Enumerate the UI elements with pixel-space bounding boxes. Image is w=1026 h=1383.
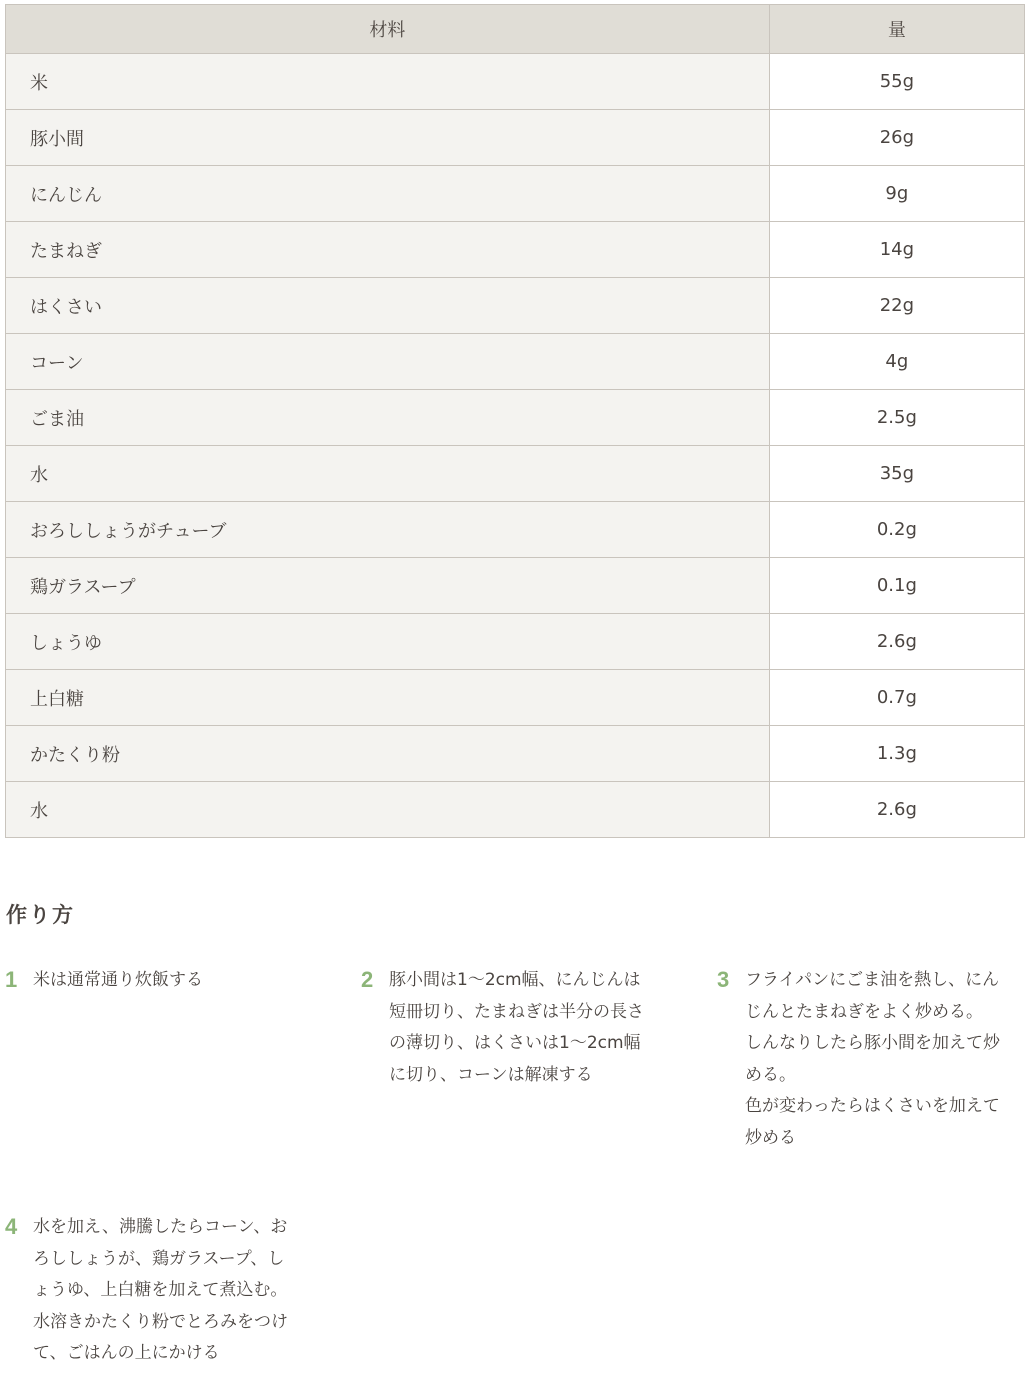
steps-section-title: 作り方 bbox=[6, 903, 75, 927]
step-item bbox=[5, 1212, 325, 1370]
ingredient-name: おろししょうがチューブ bbox=[6, 502, 770, 558]
ingredient-amount: 55g bbox=[769, 54, 1024, 110]
ingredient-name: 鶏ガラスープ bbox=[6, 558, 770, 614]
table-row bbox=[6, 502, 1025, 558]
ingredient-amount: 35g bbox=[769, 446, 1024, 502]
table-row bbox=[6, 278, 1025, 334]
step-text: 米は通常通り炊飯する bbox=[33, 970, 203, 990]
ingredient-name: コーン bbox=[6, 334, 770, 390]
table-row bbox=[6, 782, 1025, 838]
ingredient-name: 水 bbox=[6, 782, 770, 838]
ingredient-name: たまねぎ bbox=[6, 222, 770, 278]
ingredient-name: にんじん bbox=[6, 166, 770, 222]
ingredient-amount: 0.1g bbox=[769, 558, 1024, 614]
ingredient-name: 水 bbox=[6, 446, 770, 502]
ingredient-amount: 9g bbox=[769, 166, 1024, 222]
ingredient-name: しょうゆ bbox=[6, 614, 770, 670]
step-item bbox=[717, 965, 1022, 1154]
table-row bbox=[6, 110, 1025, 166]
step-number: 4 bbox=[5, 1214, 18, 1239]
ingredient-name: かたくり粉 bbox=[6, 726, 770, 782]
ingredient-name: はくさい bbox=[6, 278, 770, 334]
ingredient-name: 豚小間 bbox=[6, 110, 770, 166]
ingredient-name: ごま油 bbox=[6, 390, 770, 446]
table-row bbox=[6, 446, 1025, 502]
step-text: 水を加え、沸騰したらコーン、お ろししょうが、鶏ガラスープ、し ょうゆ、上白糖を加えて煮込む。 水溶きかたくり粉でとろみをつけ て、ごはんの上にかける bbox=[33, 1217, 288, 1363]
step-text: フライパンにごま油を熱し、にん じんとたまねぎをよく炒める。 しんなりしたら豚小間を加えて炒 める。 色が変わったらはくさいを加えて 炒める bbox=[745, 970, 1000, 1148]
ingredient-amount: 22g bbox=[769, 278, 1024, 334]
ingredients-table bbox=[5, 4, 1025, 838]
step-text: 豚小間は1〜2cm幅、にんじんは 短冊切り、たまねぎは半分の長さ の薄切り、はくさいは1〜2cm幅 に切り、コーンは解凍する bbox=[389, 970, 644, 1085]
ingredient-amount: 2.6g bbox=[769, 614, 1024, 670]
table-row bbox=[6, 334, 1025, 390]
table-row bbox=[6, 166, 1025, 222]
step-number: 1 bbox=[5, 967, 18, 992]
column-header-ingredient: 材料 bbox=[6, 5, 770, 54]
ingredient-amount: 1.3g bbox=[769, 726, 1024, 782]
ingredient-amount: 26g bbox=[769, 110, 1024, 166]
ingredient-amount: 0.2g bbox=[769, 502, 1024, 558]
table-row bbox=[6, 614, 1025, 670]
step-number: 3 bbox=[717, 967, 730, 992]
step-item bbox=[361, 965, 671, 1091]
table-row bbox=[6, 390, 1025, 446]
step-item bbox=[5, 965, 325, 997]
ingredient-amount: 2.5g bbox=[769, 390, 1024, 446]
table-header-row bbox=[6, 5, 1025, 54]
ingredient-name: 上白糖 bbox=[6, 670, 770, 726]
ingredient-amount: 14g bbox=[769, 222, 1024, 278]
table-row bbox=[6, 222, 1025, 278]
ingredient-name: 米 bbox=[6, 54, 770, 110]
table-row bbox=[6, 54, 1025, 110]
ingredient-amount: 4g bbox=[769, 334, 1024, 390]
table-row bbox=[6, 670, 1025, 726]
ingredient-amount: 0.7g bbox=[769, 670, 1024, 726]
ingredient-amount: 2.6g bbox=[769, 782, 1024, 838]
table-row bbox=[6, 558, 1025, 614]
table-row bbox=[6, 726, 1025, 782]
column-header-amount: 量 bbox=[769, 5, 1024, 54]
step-number: 2 bbox=[361, 967, 374, 992]
